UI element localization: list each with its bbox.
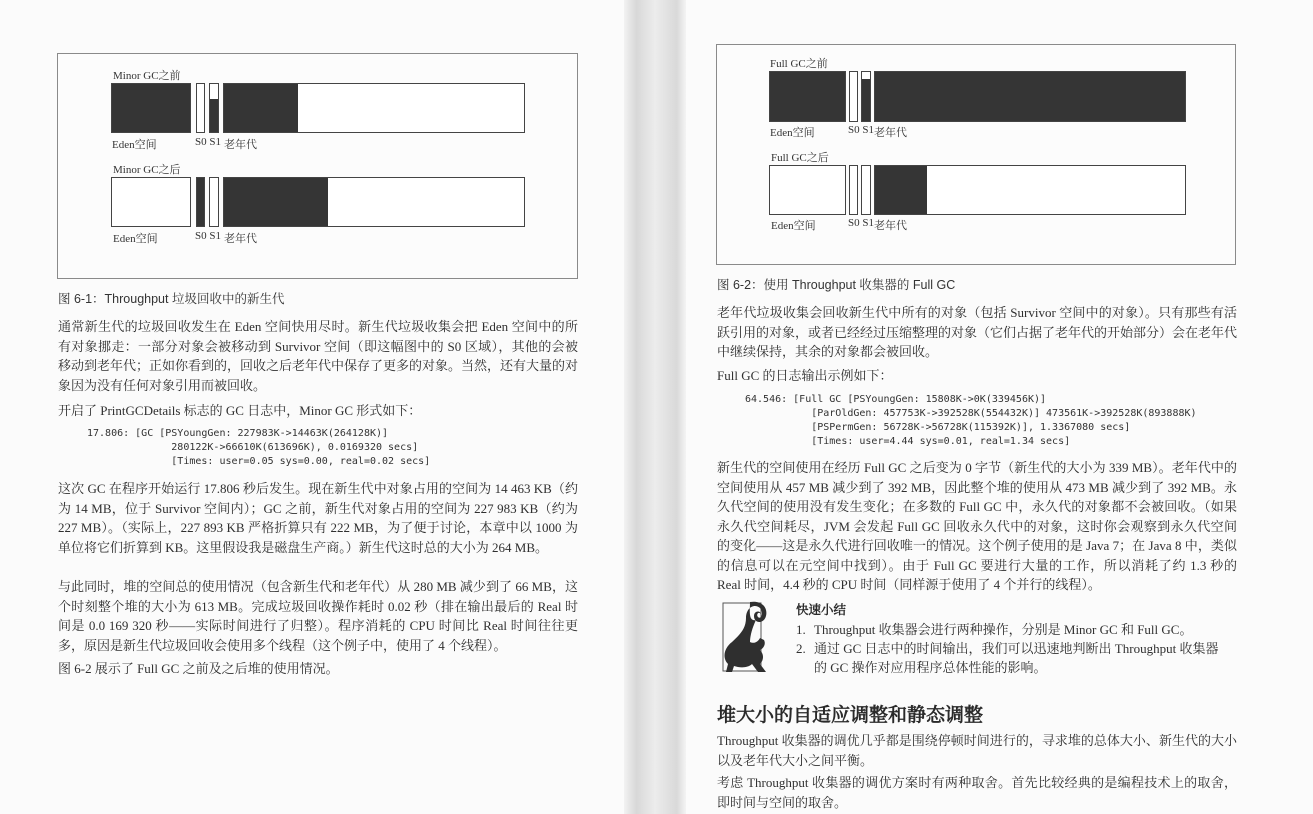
figure-title-before: Full GC之前 [770, 58, 828, 70]
eden-bar-before [769, 71, 846, 122]
figure-6-1 [57, 53, 578, 279]
s0-bar-before [196, 83, 205, 133]
lemur-icon [714, 598, 774, 680]
right-page [686, 0, 1313, 814]
code-line: 64.546: [Full GC [PSYoungGen: 15808K->0K(339456K)] [745, 394, 1047, 405]
eden-label-before: Eden空间 [770, 127, 815, 139]
old-label-before: 老年代 [224, 139, 257, 151]
summary-item [796, 639, 1218, 658]
summary-item-number: 1. [796, 622, 806, 637]
figure-title-after: Full GC之后 [771, 152, 829, 164]
s0-bar-before [849, 71, 858, 122]
left-page [0, 0, 624, 814]
old-label-after: 老年代 [874, 220, 907, 232]
s0-bar-after [849, 165, 858, 215]
s1-bar-before [861, 71, 871, 122]
old-bar-before [223, 83, 525, 133]
paragraph: 新生代的空间使用在经历 Full GC 之后变为 0 字节（新生代的大小为 339 MB）。老年代中的空间使用从 457 MB 减少到了 392 MB，因此整个堆的使用从 473 MB 减少到了 392 MB。永久代空间的使用没有发生变化；在多数的 Full GC 中，永久代的对象都不会被回收。（如果永久代空间耗尽，JVM 会发起 Full GC 回收永久代中的对象，这时你会观察到永久代空间的变化——这是永久代进行回收唯一的情况。这个例子使用的是 Java 7；在 Java 8 中，类似的信息可以在元空间中找到）。由于 Full GC 要进行大量的工作，所以消耗了约 1.3 秒的 Real 时间，4.4 秒的 CPU 时间（同样源于使用了 4 个并行的线程）。 [717, 460, 1237, 592]
section-heading: 堆大小的自适应调整和静态调整 [717, 704, 984, 726]
page-gutter [624, 0, 686, 814]
summary-item [796, 620, 1192, 639]
s0s1-label-before: S0 S1 [195, 136, 221, 148]
code-line: [Times: user=4.44 sys=0.01, real=1.34 secs] [745, 436, 1071, 447]
paragraph: Full GC 的日志输出示例如下： [717, 368, 893, 383]
paragraph: 考虑 Throughput 收集器的调优方案时有两种取舍。首先比较经典的是编程技术上的取舍，即时间与空间的取舍。 [717, 775, 1237, 810]
code-line: 280122K->66610K(613696K), 0.0169320 secs] [87, 442, 419, 453]
summary-item-text: 的 GC 操作对应用程序总体性能的影响。 [814, 660, 1047, 675]
figure-6-1-caption: 图 6-1：Throughput 垃圾回收中的新生代 [58, 292, 285, 306]
eden-label-after: Eden空间 [771, 220, 816, 232]
eden-bar-before [111, 83, 191, 133]
paragraph: 这次 GC 在程序开始运行 17.806 秒后发生。现在新生代中对象占用的空间为 14 463 KB（约为 14 MB，位于 Survivor 空间内）；GC 之前，新生代对象占用的空间为 227 983 KB（约为 227 MB）。（实际上，227 893 KB 严格折算只有 222 MB，为了便于讨论，本章中以 1000 为单位将它们折算到 KB。这里假设我是磁盘生产商。）新生代这时总的大小为 264 MB。 [58, 481, 578, 555]
old-bar-after [223, 177, 525, 227]
eden-bar-after [111, 177, 191, 227]
figure-title-after: Minor GC之后 [113, 164, 181, 176]
old-bar-before [874, 71, 1186, 122]
code-line: 17.806: [GC [PSYoungGen: 227983K->14463K(264128K)] [87, 428, 389, 439]
figure-title-before: Minor GC之前 [113, 70, 181, 82]
figure-6-2 [716, 44, 1236, 265]
s1-bar-after [209, 177, 219, 227]
paragraph: 开启了 PrintGCDetails 标志的 GC 日志中，Minor GC 形式如下： [58, 403, 422, 418]
paragraph: Throughput 收集器的调优几乎都是围绕停顿时间进行的，寻求堆的总体大小、新生代的大小以及老年代大小之间平衡。 [717, 733, 1237, 768]
eden-label-after: Eden空间 [113, 233, 158, 245]
old-label-before: 老年代 [874, 127, 907, 139]
summary-item [796, 658, 1047, 677]
paragraph: 图 6-2 展示了 Full GC 之前及之后堆的使用情况。 [58, 661, 339, 676]
summary-item-text: 通过 GC 日志中的时间输出，我们可以迅速地判断出 Throughput 收集器 [814, 641, 1219, 656]
paragraph: 通常新生代的垃圾回收发生在 Eden 空间快用尽时。新生代垃圾收集会把 Eden 空间中的所有对象挪走：一部分对象会被移动到 Survivor 空间（即这幅图中的 S0 区域），其他的会被移动到老年代；正如你看到的，回收之后老年代中保存了更多的对象。当然，还有大量的对象因为没有任何对象引用而被回收。 [58, 319, 579, 393]
summary-title: 快速小结 [796, 602, 847, 617]
code-line: [ParOldGen: 457753K->392528K(554432K)] 473561K->392528K(893888K) [745, 408, 1197, 419]
s0s1-label-after: S0 S1 [848, 217, 874, 229]
paragraph: 老年代垃圾收集会回收新生代中所有的对象（包括 Survivor 空间中的对象）。只有那些有活跃引用的对象，或者已经经过压缩整理的对象（它们占据了老年代的开始部分）会在老年代中继续保持，其余的对象都会被回收。 [717, 305, 1238, 359]
code-line: [Times: user=0.05 sys=0.00, real=0.02 secs] [87, 456, 431, 467]
eden-bar-after [769, 165, 846, 215]
s1-bar-before [209, 83, 219, 133]
s0-bar-after [196, 177, 205, 227]
s0s1-label-before: S0 S1 [848, 124, 874, 136]
code-line: [PSPermGen: 56728K->56728K(115392K)], 1.3367080 secs] [745, 422, 1131, 433]
s0s1-label-after: S0 S1 [195, 230, 221, 242]
old-label-after: 老年代 [224, 233, 257, 245]
summary-item-text: Throughput 收集器会进行两种操作，分别是 Minor GC 和 Full GC。 [814, 622, 1193, 637]
old-bar-after [874, 165, 1186, 215]
figure-6-2-caption: 图 6-2：使用 Throughput 收集器的 Full GC [717, 278, 956, 292]
eden-label-before: Eden空间 [112, 139, 157, 151]
summary-item-number: 2. [796, 641, 806, 656]
paragraph: 与此同时，堆的空间总的使用情况（包含新生代和老年代）从 280 MB 减少到了 66 MB，这个时刻整个堆的大小为 613 MB。完成垃圾回收操作耗时 0.02 秒（排在输出最后的 Real 时间是 0.0 169 320 秒——实际时间进行了归整）。程序消耗的 CPU 时间比 Real 时间往往更多，原因是新生代垃圾回收会使用多个线程（这个例子中，使用了 4 个线程）。 [58, 579, 578, 653]
s1-bar-after [861, 165, 871, 215]
